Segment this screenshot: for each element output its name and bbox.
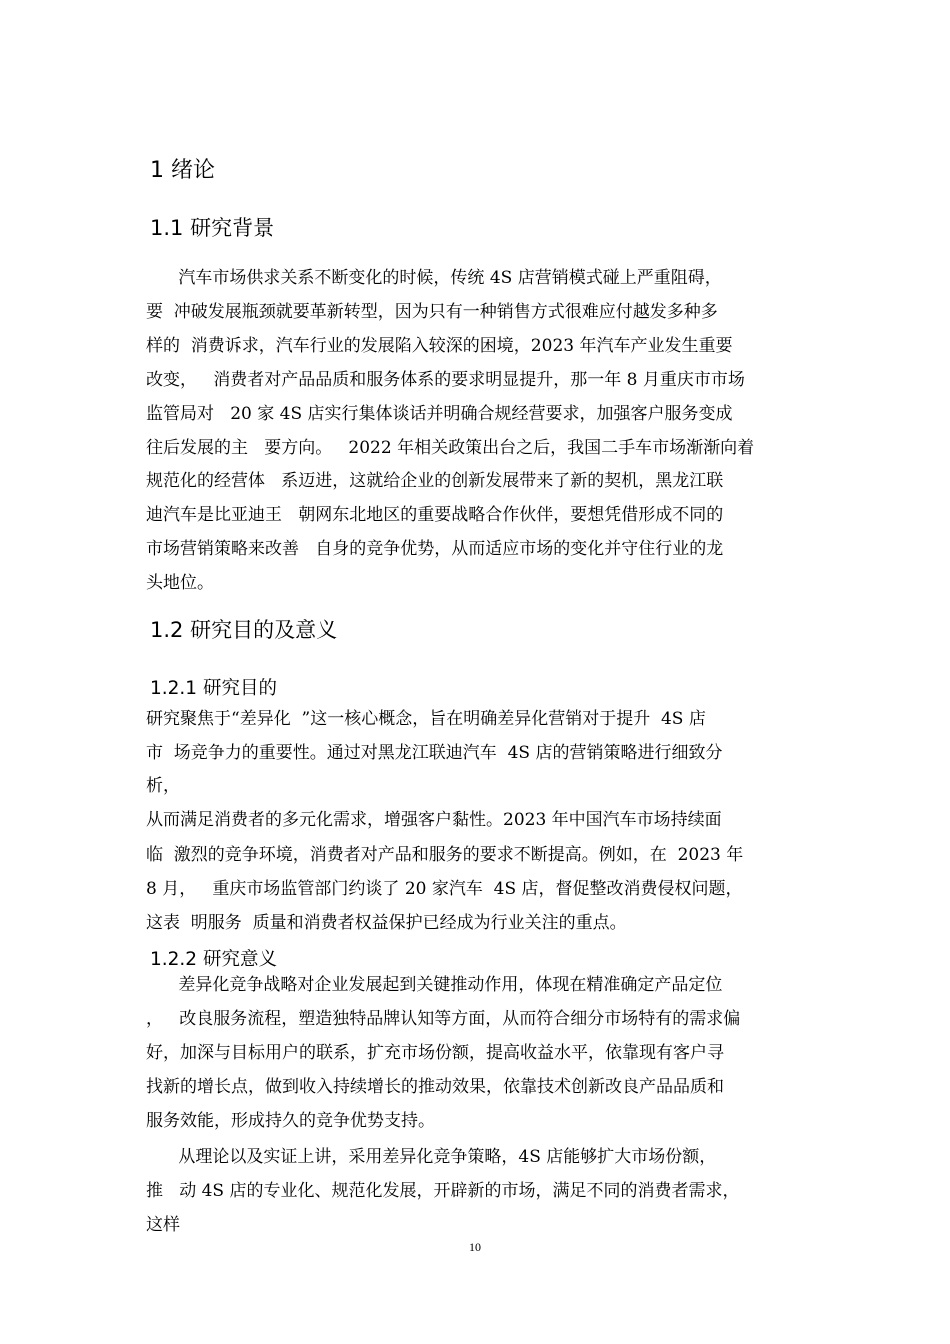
section-heading-1-1: 1.1 研究背景 [150, 216, 275, 240]
text-line: 析， [146, 776, 180, 796]
section-heading-1-2: 1.2 研究目的及意义 [150, 618, 338, 642]
text-line: 差异化竞争战略对企业发展起到关键推动作用，体现在精准确定产品定位 [146, 975, 723, 995]
text-line: ， 改良服务流程，塑造独特品牌认知等方面，从而符合细分市场特有的需求偏 [146, 1009, 741, 1029]
text-line: 往后发展的主 要方向。 2022 年相关政策出台之后，我国二手车市场渐渐向着 [146, 438, 755, 458]
text-line: 推 动 4S 店的专业化、规范化发展，开辟新的市场，满足不同的消费者需求， [146, 1181, 740, 1201]
chapter-heading: 1 绪论 [150, 158, 215, 183]
text-line: 迪汽车是比亚迪王 朝网东北地区的重要战略合作伙伴，要想凭借形成不同的 [146, 505, 724, 525]
text-line: 市 场竞争力的重要性。通过对黑龙江联迪汽车 4S 店的营销策略进行细致分 [146, 743, 723, 763]
text-line: 监管局对 20 家 4S 店实行集体谈话并明确合规经营要求，加强客户服务变成 [146, 404, 733, 424]
text-line: 这样 [146, 1215, 180, 1235]
page-number: 10 [469, 1240, 481, 1254]
text-line: 从理论以及实证上讲，采用差异化竞争策略，4S 店能够扩大市场份额， [146, 1147, 717, 1167]
text-line: 这表 明服务 质量和消费者权益保护已经成为行业关注的重点。 [146, 913, 627, 933]
text-line: 改变， 消费者对产品品质和服务体系的要求明显提升，那一年 8 月重庆市市场 [146, 370, 745, 390]
text-line: 样的 消费诉求，汽车行业的发展陷入较深的困境，2023 年汽车产业发生重要 [146, 336, 733, 356]
text-line: 市场营销策略来改善 自身的竞争优势，从而适应市场的变化并守住行业的龙 [146, 539, 724, 559]
text-line: 找新的增长点，做到收入持续增长的推动效果，依靠技术创新改良产品品质和 [146, 1077, 724, 1097]
text-line: 临 激烈的竞争环境，消费者对产品和服务的要求不断提高。例如，在 2023 年 [146, 845, 744, 865]
text-line: 8 月， 重庆市场监管部门约谈了 20 家汽车 4S 店，督促整改消费侵权问题， [146, 879, 743, 899]
text-line: 好，加深与目标用户的联系，扩充市场份额，提高收益水平，依靠现有客户寻 [146, 1043, 724, 1063]
text-line: 规范化的经营体 系迈进，这就给企业的创新发展带来了新的契机，黑龙江联 [146, 471, 724, 491]
text-line: 汽车市场供求关系不断变化的时候，传统 4S 店营销模式碰上严重阻碍， [146, 268, 722, 288]
text-line: 从而满足消费者的多元化需求，增强客户黏性。2023 年中国汽车市场持续面 [146, 810, 722, 830]
text-line: 头地位。 [146, 573, 214, 593]
subsection-heading-1-2-2: 1.2.2 研究意义 [150, 949, 277, 970]
subsection-heading-1-2-1: 1.2.1 研究目的 [150, 678, 277, 699]
text-line: 研究聚焦于“差异化 ”这一核心概念，旨在明确差异化营销对于提升 4S 店 [146, 709, 706, 729]
text-line: 服务效能，形成持久的竞争优势支持。 [146, 1111, 435, 1131]
text-line: 要 冲破发展瓶颈就要革新转型，因为只有一种销售方式很难应付越发多种多 [146, 302, 718, 322]
